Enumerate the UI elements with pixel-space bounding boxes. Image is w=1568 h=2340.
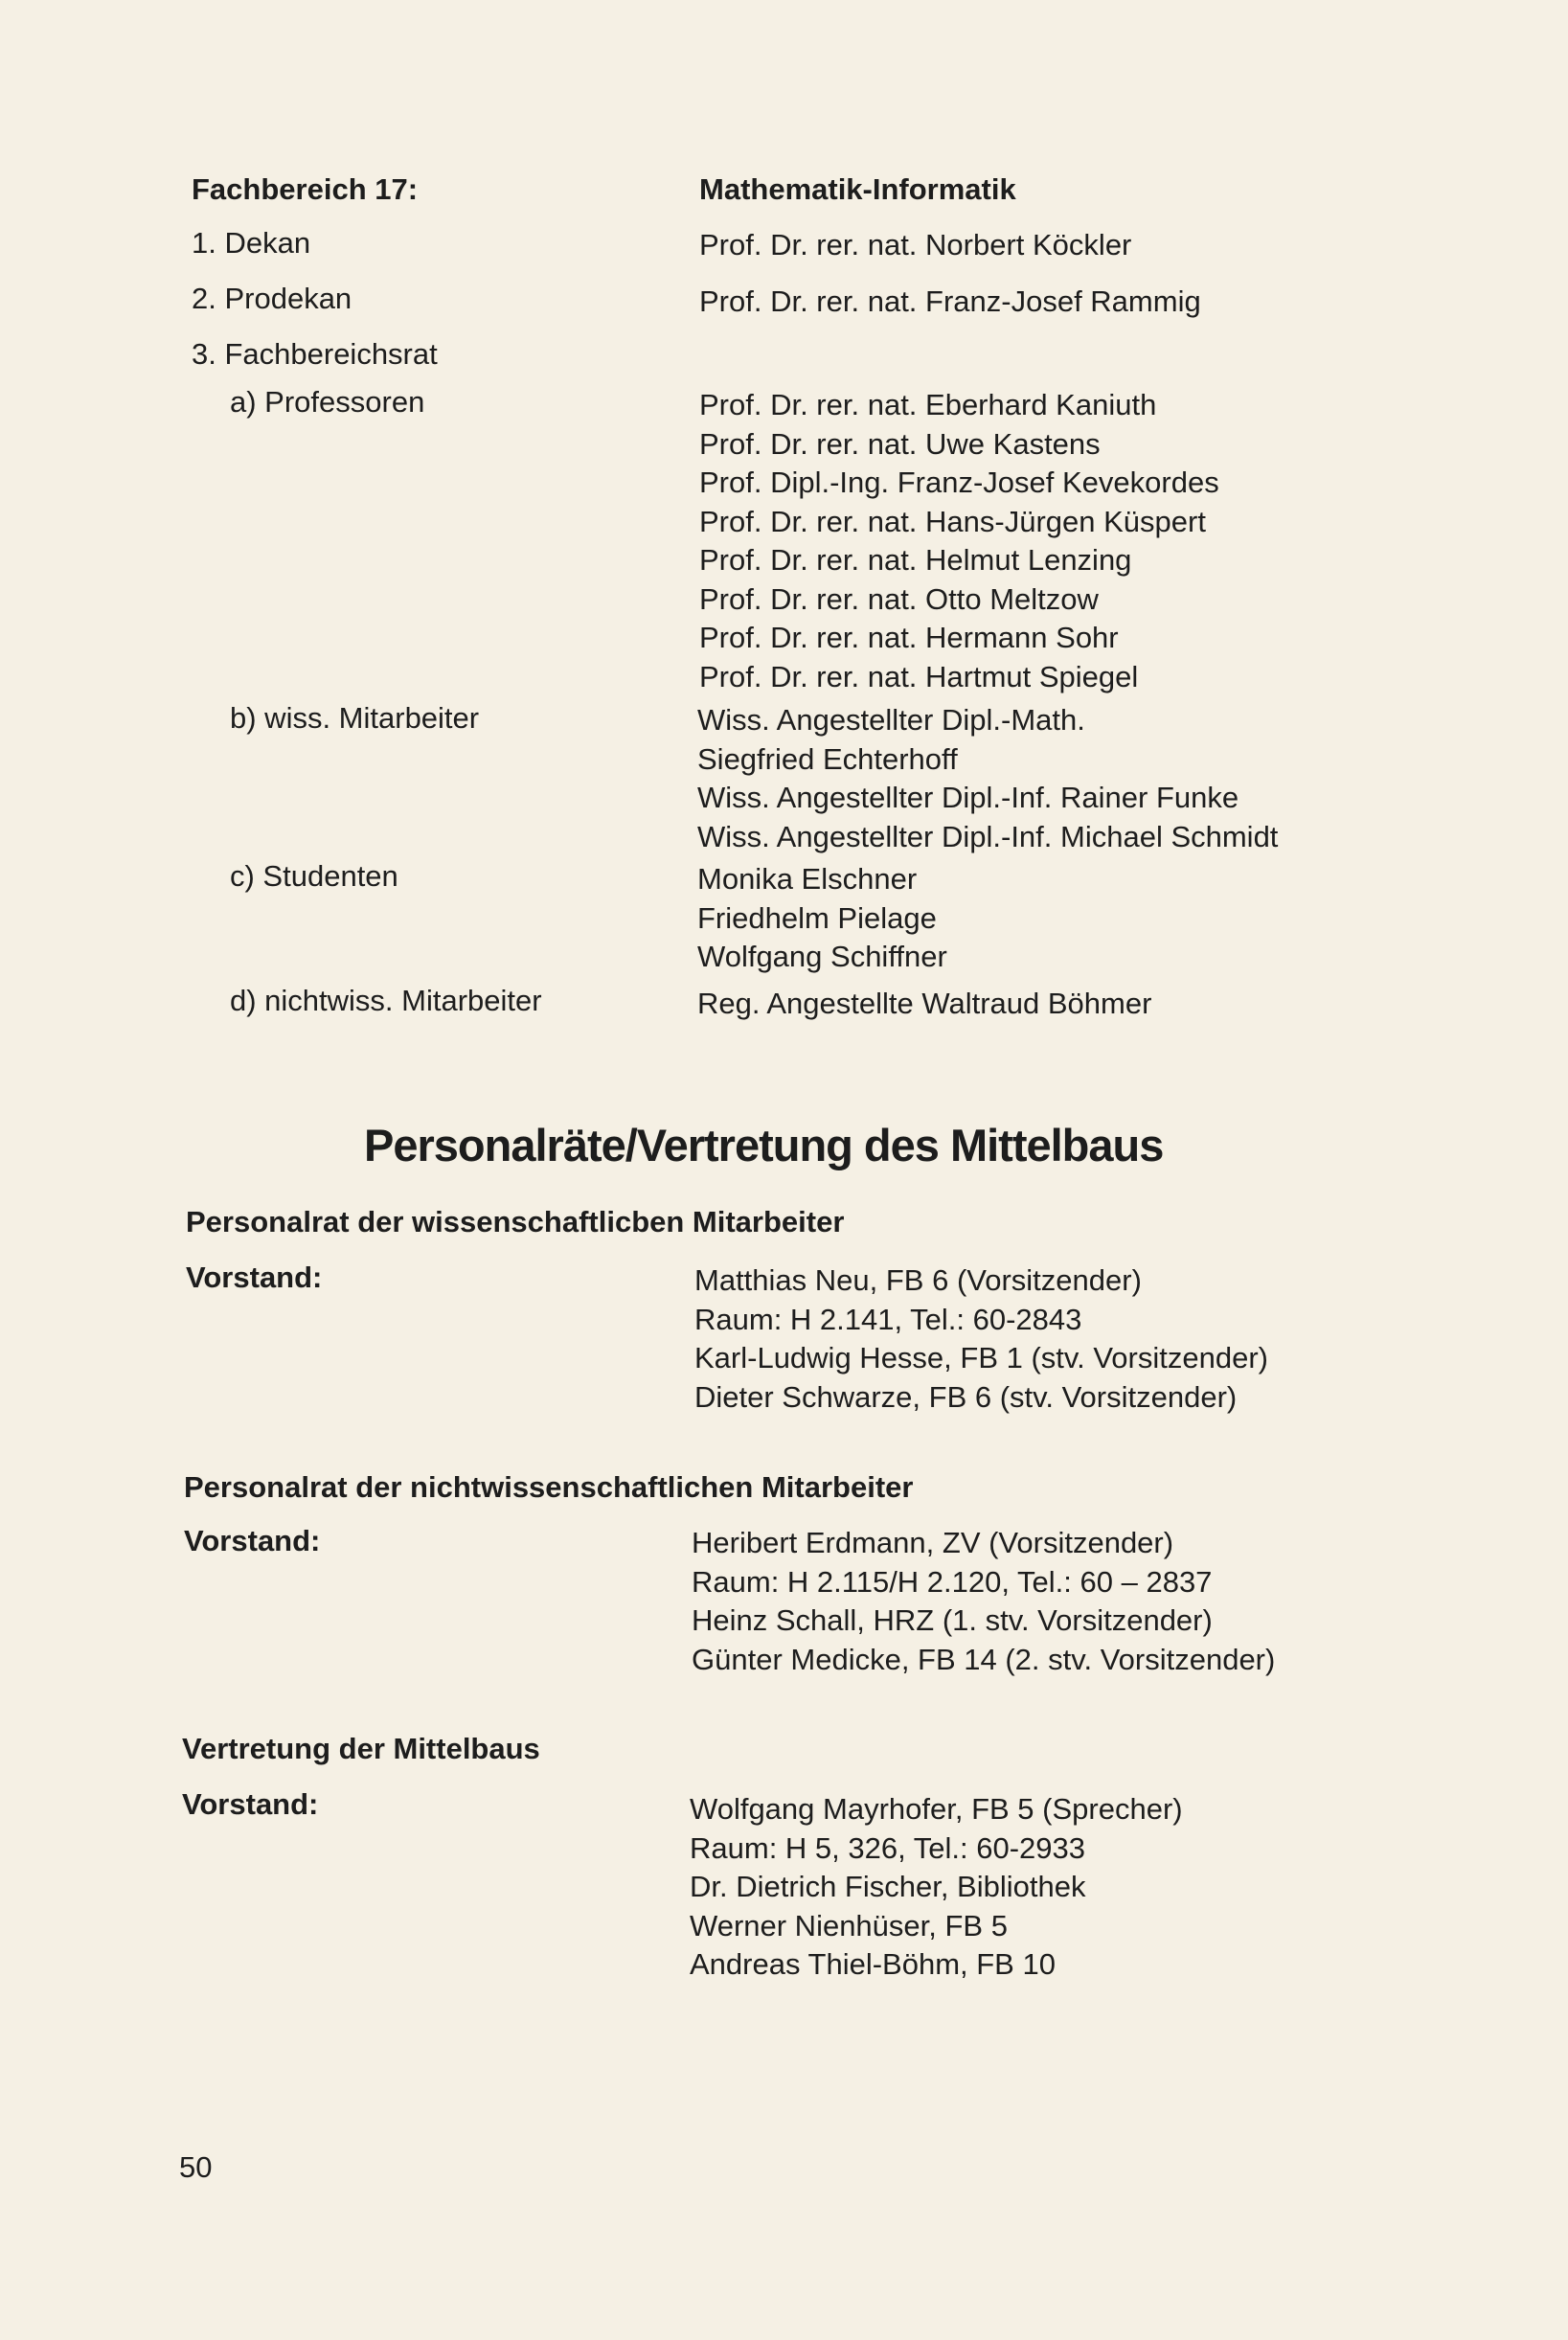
scientific-council-heading: Personalrat der wissenschaftlicben Mitarbeiter [186, 1205, 845, 1238]
list-item: Prof. Dipl.-Ing. Franz-Josef Kevekordes [699, 466, 1219, 499]
list-item: Karl-Ludwig Hesse, FB 1 (stv. Vorsitzender) [694, 1341, 1268, 1374]
prodekan-value: Prof. Dr. rer. nat. Franz-Josef Rammig [699, 284, 1201, 318]
page-number: 50 [179, 2150, 213, 2184]
list-item: Günter Medicke, FB 14 (2. stv. Vorsitzender) [692, 1642, 1276, 1676]
faculty-name: Mathematik-Informatik [699, 172, 1016, 206]
section-title: Personalräte/Vertretung des Mittelbaus [364, 1120, 1164, 1170]
list-item: Wiss. Angestellter Dipl.-Inf. Michael Schmidt [697, 819, 1279, 853]
list-item: Wolfgang Schiffner [697, 940, 947, 973]
list-item: Prof. Dr. rer. nat. Helmut Lenzing [699, 543, 1132, 577]
students-label: c) Studenten [230, 859, 398, 893]
list-item: Dr. Dietrich Fischer, Bibliothek [690, 1870, 1086, 1903]
list-item: Friedhelm Pielage [697, 900, 937, 935]
list-item: Prof. Dr. rer. nat. Hans-Jürgen Küspert [699, 504, 1206, 538]
professors-list [699, 386, 1219, 696]
list-item: Dieter Schwarze, FB 6 (stv. Vorsitzender) [694, 1379, 1238, 1414]
list-item: Wiss. Angestellter Dipl.-Inf. Rainer Funke [697, 781, 1239, 814]
list-item: Heribert Erdmann, ZV (Vorsitzender) [692, 1526, 1174, 1559]
list-item: Matthias Neu, FB 6 (Vorsitzender) [694, 1263, 1142, 1297]
list-item: Wiss. Angestellter Dipl.-Math. [697, 703, 1085, 737]
list-item: Prof. Dr. rer. nat. Otto Meltzow [699, 581, 1099, 616]
scientific-council-members [694, 1261, 1268, 1417]
mid-level-heading: Vertretung der Mittelbaus [182, 1732, 540, 1765]
list-item: Raum: H 5, 326, Tel.: 60-2933 [690, 1830, 1086, 1865]
students-list [697, 860, 947, 977]
list-item: Siegfried Echterhoff [697, 741, 958, 776]
dekan-value: Prof. Dr. rer. nat. Norbert Köckler [699, 228, 1132, 261]
list-item: Prof. Dr. rer. nat. Hermann Sohr [699, 621, 1119, 654]
list-item: Andreas Thiel-Böhm, FB 10 [690, 1947, 1056, 1981]
scientific-staff-list [697, 701, 1278, 856]
mid-level-board-label: Vorstand: [182, 1787, 319, 1821]
faculty-label: Fachbereich 17: [192, 172, 419, 206]
scientific-staff-label: b) wiss. Mitarbeiter [230, 701, 480, 735]
mid-level-members [690, 1790, 1183, 1985]
professors-label: a) Professoren [230, 385, 425, 419]
prodekan-label: 2. Prodekan [192, 282, 352, 315]
scientific-council-board-label: Vorstand: [186, 1261, 323, 1294]
non-scientific-staff-list [697, 985, 1151, 1024]
dekan-label: 1. Dekan [192, 226, 311, 260]
non-scientific-staff-label: d) nichtwiss. Mitarbeiter [230, 984, 542, 1017]
list-item: Prof. Dr. rer. nat. Uwe Kastens [699, 426, 1101, 461]
list-item: Raum: H 2.141, Tel.: 60-2843 [694, 1302, 1082, 1336]
non-scientific-council-board-label: Vorstand: [184, 1524, 321, 1557]
non-scientific-council-heading: Personalrat der nichtwissenschaftlichen Mitarbeiter [184, 1470, 914, 1504]
list-item: Raum: H 2.115/H 2.120, Tel.: 60 – 2837 [692, 1564, 1213, 1599]
non-scientific-council-members [692, 1524, 1275, 1679]
list-item: Heinz Schall, HRZ (1. stv. Vorsitzender) [692, 1603, 1213, 1637]
list-item: Prof. Dr. rer. nat. Hartmut Spiegel [699, 659, 1139, 693]
list-item: Wolfgang Mayrhofer, FB 5 (Sprecher) [690, 1792, 1183, 1826]
list-item: Prof. Dr. rer. nat. Eberhard Kaniuth [699, 388, 1157, 421]
list-item: Reg. Angestellte Waltraud Böhmer [697, 987, 1152, 1020]
list-item: Werner Nienhüser, FB 5 [690, 1908, 1008, 1942]
council-label: 3. Fachbereichsrat [192, 337, 438, 371]
list-item: Monika Elschner [697, 862, 918, 896]
